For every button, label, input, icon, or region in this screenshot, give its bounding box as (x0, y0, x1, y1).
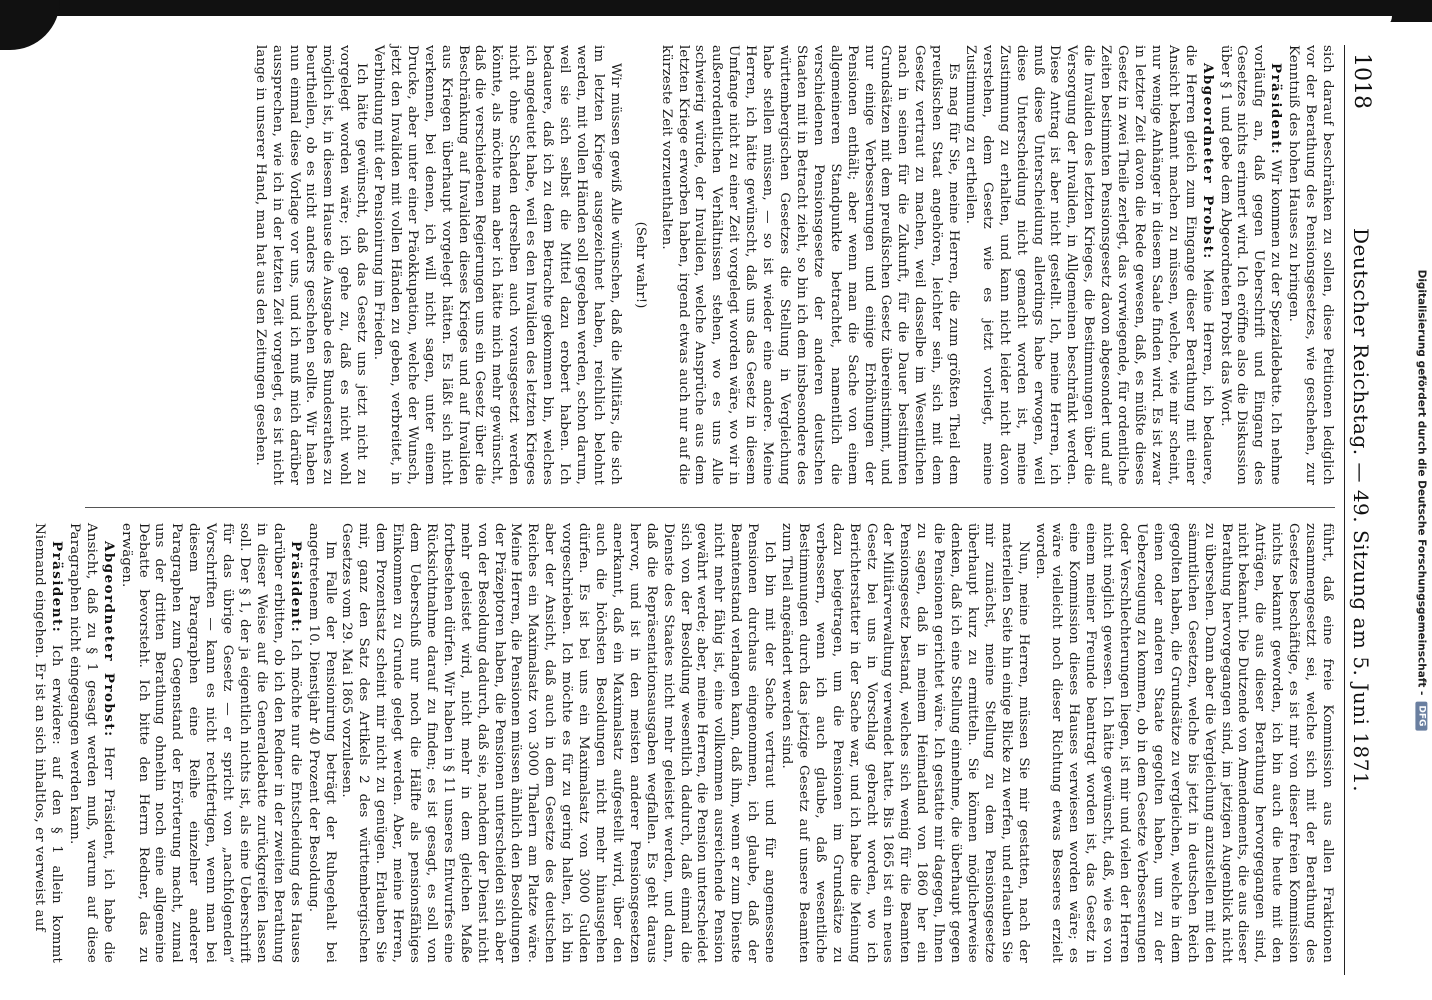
speaker-name: Abgeordneter Probst: (1199, 63, 1216, 260)
speaker-name: Abgeordneter Probst: (100, 541, 117, 738)
right-column (32, 523, 1335, 964)
paragraph (1284, 45, 1335, 485)
paragraph-text: Wir müssen gewiß Alle wünschen, daß die Militärs, die sich im letzten Kriege ausgezeichnet haben, reichlich belohnt werden, mit vollen Händen soll gegeben werden, schon darum, weil sie sich selbst die Mittel dazu erobert haben. Ich bedauere, daß ich zu dem Betrachte gekommen bin, welches ich angedeutet habe, weil es den Invaliden des letzten Krieges nicht ohne Schaden derselben auch vorausgesetzt werden könnte, als möchte man aber ich hätte mich mehr gewünscht, daß die verschiedenen Regierungen uns ein Gesetz über die Beschränkung auf Invaliden dieses Krieges und auf Invaliden aus Kriegen überhaupt vorgelegt hätten. Es läßt sich nicht verkennen, bei denen, ich will nicht sagen, unter einem Drucke, aber unter einer Präokkupation, welche der Wunsch, jetzt den Invaliden mit vollen Händen zu geben, verbreitet, in Verbindung mit der Pensionirung im Frieden. (371, 45, 623, 485)
column-divider (85, 507, 1335, 508)
paragraph (657, 45, 961, 485)
paragraph-text: Im Falle der Pensionirung beträgt der Ruhegehalt bei angetretenem 10. Dienstjahr 40 Prozent der Besoldung. (305, 523, 338, 963)
paragraph (251, 45, 369, 485)
paragraph-text: Meine Herren, ich bedauere, die Herren gleich zum Eingange dieser Berathung mit einer Ansicht bekannt machen zu müssen, welche, wie mir scheint, nur wenige Anhänger in diesem Saale finden wird. Es ist zwar in letzter Zeit davon die Rede gewesen, daß, es müßte dieses Gesetz in zwei Theile zerlegt, das vorwiegende, für ordentliche Zeiten bestimmten Pensionsgesetz davon abgesondert und auf die Invaliden des letzten Krieges, die Bestimmungen über die Versorgung der Invaliden, in Allgemeinen beschränkt werden. Diese Antrag ist aber nicht gestellt. Ich, meine Herren, ich muß diese Unterscheidung allerdings habe erwogen, weil diese Unterscheidung nicht gemacht worden ist, meine Zustimmung zu erhalten, und kann nicht leider nicht davon verstehen, dem Gesetz wie es jetzt vorliegt, meine Zustimmung zu ertheilen. (962, 45, 1215, 485)
paragraph-text: Wir kommen zu der Spezialdebatte. Ich nehme vorläufig an, daß gegen Ueberschrift und Eingang des Gesetzes nichts erinnert wird. Ich eröffne also die Diskussion über § 1 und gebe dem Abgeordneten Probst das Wort. (1217, 45, 1284, 485)
paragraph-text: Ich erwidere: auf den § 1 allein kommt Niemand eingehen. Er ist an sich inhaltlos, er verweist auf (32, 523, 65, 963)
paragraph-text: Ich möchte nur die Entscheidung des Hauses darüber erbitten, ob ich den Redner in der zweiten Berathung in dieser Weise auf die Generaldebatte zurückgreifen lassen soll. Der § 1, der ja eigentlich nichts ist, als eine Ueberschrift für das übrige Gesetz — er spricht von „nachfolgenden“ Vorschriften — kann es nicht rechtfertigen, wenn man bei diesem Paragraphen eine Reihe einzelner anderer Paragraphen zum Gegenstand der Erörterung macht, zumal uns der dritten Berathung ohnehin noch eine allgemeine Debatte bevorsteht. Ich bitte den Herrn Redner, das zu erwägen. (118, 523, 303, 963)
page-number: 1018 (1349, 53, 1374, 109)
paragraph (629, 45, 651, 485)
paragraph (65, 523, 117, 963)
paragraph-text: führt, daß eine freie Kommission aus allen Fraktionen zusammengesetzt sei, welche sich mit der Berathung des Gesetzes beschäftige, es ist mir von dieser freien Kommission nichts bekannt geworden, ich bin auch die heute mit den Anträgen, die aus dieser Berathung hervorgegangen sind, nicht bekannt. Die Dutzende von Amendements, die aus dieser Berathung hervorgegangen sind, im jetzigen Augenblick nicht zu übersehen. Dann aber die Vergleichung anzustellen mit den sämmtlichen Gesetzen, welche bis jetzt in deutschen Reich gegolten haben, die Grundsätze zu vergleichen, welche in dem einen oder anderen Staate gegolten haben, um zu der Ueberzeugung zu kommen, ob in dem Gesetze Verbesserungen oder Verschlechterungen liegen, ist mir und vielen der Herren nicht möglich gewesen. Ich hätte gewünscht, daß, wie es von einem meiner Freunde beantragt worden ist, das Gesetz in eine Kommission dieses Hauses verwiesen worden wäre; es wäre vielleicht noch dieser Richtung etwas Besseres erzielt worden. (1032, 523, 1335, 963)
paragraph (1216, 45, 1285, 485)
paragraph (369, 45, 623, 485)
paragraph (117, 523, 304, 963)
watermark-text: Digitalisierung gefördert durch die Deutsche Forschungsgemeinschaft - (1415, 269, 1428, 696)
paragraph-text: Nun, meine Herren, müssen Sie mir gestatten, nach der materiellen Seite hin einige Blicke zu werfen, und erlauben Sie mir zunächst, meine Stellung zu dem Pensionsgesetze überhaupt kurz zu ermitteln. Sie können möglicherweise denken, daß ich eine Stellung einnehme, die überhaupt gegen die Pensionen gerichtet wäre. Ich gestatte mir dagegen, Ihnen zu sagen, daß in meinem Heimatland von 1860 her ein Pensionsgesetz bestand, welches sich wenig für die Beamten der Militärverwaltung verwendet hatte. Bis 1865 ist ein neues Gesetz bei uns in Vorschlag gebracht worden, wo ich Berichterstatter in der Sache war, und ich habe die Meinung dazu beigetragen, um die Pensionen im Grundsätze zu verbessern, wenn ich auch glaube, daß wesentliche Bestimmungen durch das jetzige Gesetz auf unsere Beamten zum Theil angeändert werden sind. (779, 523, 1031, 964)
speaker-name: Präsident: (1268, 63, 1285, 156)
dfg-watermark (1412, 10, 1430, 990)
paragraph-text: Ich hätte gewünscht, daß das Gesetz uns jetzt nicht zu vorgelegt worden wäre; ich gehe zu, daß es nicht wohl möglich ist, in diesem Hause die Ausgabe des Bundesrathes zu beurtheilen, ob es nicht anders geschehen sollte. Wir haben nun einmal diese Vorlage vor uns, und ich muß mich darüber aussprechen, wie ich in der letzten Zeit vorgelegt, es ist nicht lange in unserer Hand, man hat aus den Zeitungen gesehen. (252, 45, 370, 485)
paragraph (961, 45, 1216, 485)
paragraph (338, 523, 778, 963)
page-header-title: Deutscher Reichstag. — 49. Sitzung am 5. Juni 1871. (1349, 227, 1373, 793)
paragraph-text: Ich bin mit der Sache vertraut und für angemessene Pensionen durchaus eingenommen, ich glaube, daß der Beamtenstand verlangen kann, daß ihm, wenn er zum Dienste nicht mehr fähig ist, eine vollkommen ausreichende Pension gewährt werde; aber, meine Herren, die Pension unterscheidet sich von der Besoldung wesentlich dadurch, daß einmal die Dienste des Staates nicht mehr geleistet werden, und dann, daß die Repräsentationsausgaben wegfallen. Es geht daraus hervor, und ist in den meisten anderer Pensionsgesetzen anerkannt, daß ein Maximalsatz aufgestellt wird, über den auch die höchsten Besoldungen nicht mehr hinausgehen dürfen. Es ist bei uns ein Maximalsatz von 3000 Gulden vorgeschrieben. Ich möchte es für zu gering halten, ich bin aber der Ansicht, daß auch in dem Gesetze des deutschen Reiches ein Maximalsatz von 3000 Thalern am Platze wäre. Meine Herren, die Pensionen müssen ähnlich den Besoldungen der Präzeptoren haben, die Pensionen unterscheiden sich aber von der Besoldung dadurch, daß sie, nachdem der Dienst nicht mehr geleistet wird, nicht mehr in dem gleichen Maße fortbestehen dürfen. Wir haben in § 11 unseres Entwurfes eine Rücksichtnahme darauf zu finden; es ist gesagt, es soll von dem Ueberschuß nur noch die Hälfte als pensionsfähiges Einkommen zu Grunde gelegt werden. Aber, meine Herren, dem Prozentsatz scheint mir nicht zu genügen. Erlauben Sie mir, ganz den Satz des Artikels 2 des württembergischen Gesetzes vom 29. Mai 1865 vorzulesen. (339, 523, 778, 963)
paragraph (1031, 523, 1335, 963)
running-header (1344, 45, 1381, 975)
paragraph (777, 523, 1031, 963)
speaker-name: Präsident: (49, 541, 66, 634)
scanner-border (0, 0, 1432, 22)
speaker-name: Präsident: (287, 541, 304, 634)
document-page (32, 45, 1381, 975)
paragraph (304, 523, 338, 963)
left-column (65, 45, 1335, 485)
paragraph-text: Es mag für Sie, meine Herren, die zum größten Theil dem preußischen Staat angehören, leichter sein, sich mit dem Gesetz vertraut zu machen, weil dasselbe im Wesentlichen nach in seinen für die Zukunft, für die Dauer bestimmten Grundsätzen mit dem preußischen Gesetz übereinstimmt, und nur einige Verbesserungen und einige Erhöhungen der Pensionen enthält; aber wenn man die Sache von einem allgemeineren Standpunkte betrachtet, namentlich die verschiedenen Pensionsgesetze der anderen deutschen Staaten mit in Betracht zieht, so bin ich dem insbesondere des württembergischen Gesetzes die Stellung in Vergleichung habe stellen müssen, — so ist wieder eine andere. Meine Herren, ich hätte gewünscht, daß uns das Gesetz in diesem Umfange nicht zu einer Zeit vorgelegt worden wäre, wo wir in außerordentlichen Verhältnissen stehen, wo es uns Alle schwierig würde, der Invaliden, welche Ansprüche aus dem letzten Kriege erworben haben, irgend etwas auch nur auf die kürzeste Zeit vorzuenthalten. (658, 45, 962, 485)
paragraph (30, 523, 65, 963)
paragraph-text: Herr Präsident, ich habe die Ansicht, daß zu § 1 gesagt werden muß, warum auf diese Paragraphen nicht eingegangen werden kann. (66, 523, 116, 963)
paragraph-text: sich darauf beschränken zu sollen, diese Petitionen lediglich vor der Berathung des Pensionsgesetzes, wie geschehen, zur Kenntniß des hohen Hauses zu bringen. (1286, 45, 1335, 485)
dfg-logo: DFG (1415, 701, 1427, 730)
paragraph-text: (Sehr wahr!) (632, 221, 648, 309)
